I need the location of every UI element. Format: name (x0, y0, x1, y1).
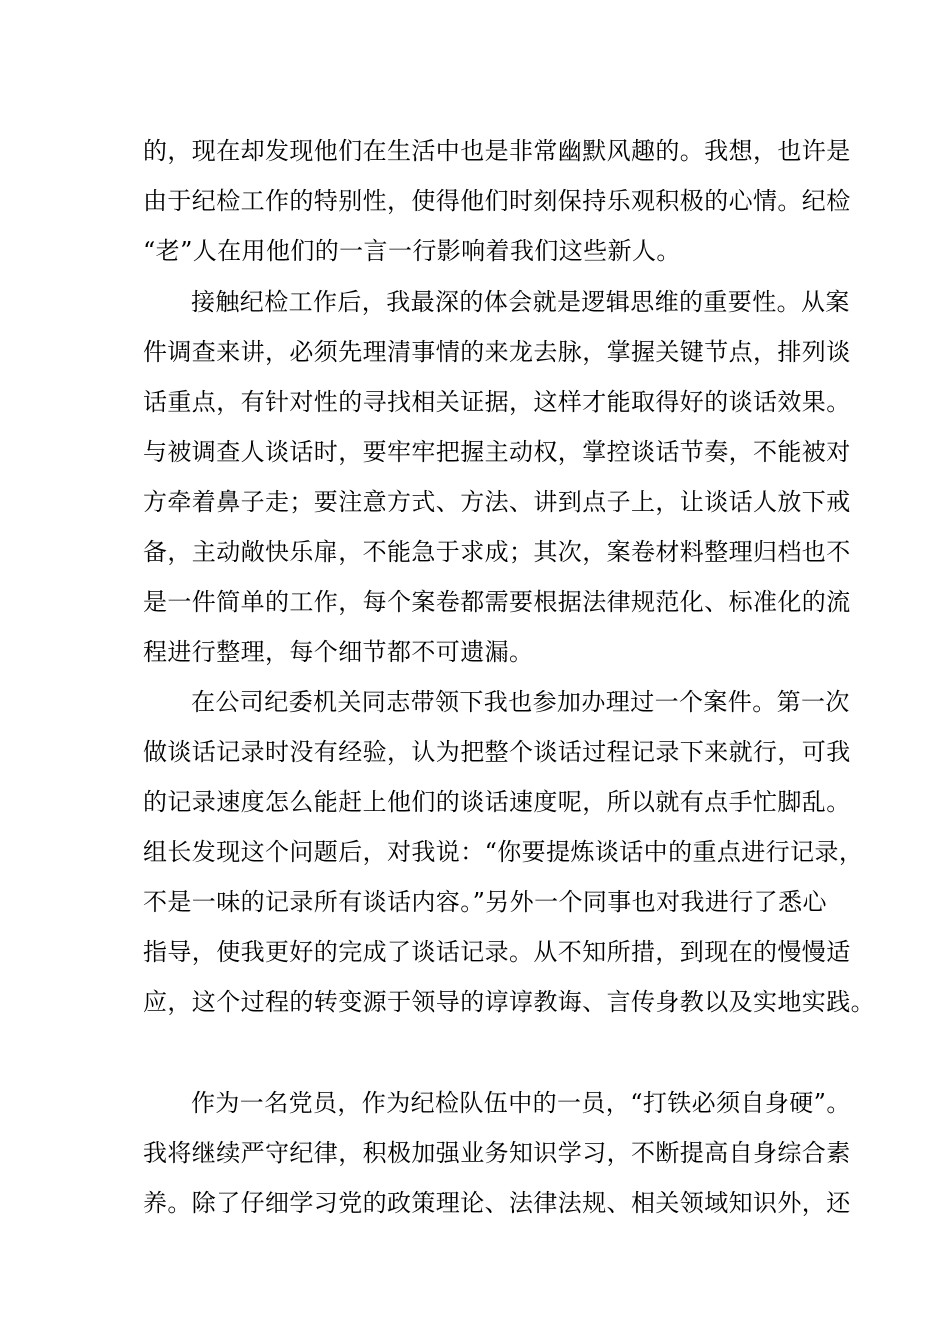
text-line: 的记录速度怎么能赶上他们的谈话速度呢，所以就有点手忙脚乱。 (143, 788, 851, 816)
text-line: 做谈话记录时没有经验，认为把整个谈话过程记录下来就行，可我 (143, 738, 851, 766)
text-line: 方牵着鼻子走；要注意方式、方法、讲到点子上，让谈话人放下戒 (143, 488, 851, 516)
text-line: 件调查来讲，必须先理清事情的来龙去脉，掌握关键节点，排列谈 (143, 338, 851, 366)
text-line: 不是一味的记录所有谈话内容。”另外一个同事也对我进行了悉心 (143, 888, 827, 916)
text-line: 养。除了仔细学习党的政策理论、法律法规、相关领域知识外，还 (143, 1189, 851, 1217)
text-line: 话重点，有针对性的寻找相关证据，这样才能取得好的谈话效果。 (143, 388, 851, 416)
text-line: 备，主动敞快乐扉，不能急于求成；其次，案卷材料整理归档也不 (143, 538, 851, 566)
text-line: 与被调查人谈话时，要牢牢把握主动权，掌控谈话节奏，不能被对 (143, 438, 851, 466)
text-line: 组长发现这个问题后，对我说：“你要提炼谈话中的重点进行记录， (143, 838, 864, 866)
paragraph-first-line: 接触纪检工作后，我最深的体会就是逻辑思维的重要性。从案 (191, 288, 850, 316)
text-line: 我将继续严守纪律，积极加强业务知识学习，不断提高自身综合素 (143, 1139, 851, 1167)
text-line: 指导，使我更好的完成了谈话记录。从不知所措，到现在的慢慢适 (143, 938, 851, 966)
text-line: 由于纪检工作的特别性，使得他们时刻保持乐观积极的心情。纪检 (143, 187, 851, 215)
text-line: 的，现在却发现他们在生活中也是非常幽默风趣的。我想，也许是 (143, 137, 851, 165)
text-line: 是一件简单的工作，每个案卷都需要根据法律规范化、标准化的流 (143, 588, 851, 616)
text-line: 程进行整理，每个细节都不可遗漏。 (143, 638, 534, 666)
text-line: 应，这个过程的转变源于领导的谆谆教诲、言传身教以及实地实践。 (143, 988, 875, 1016)
paragraph-first-line: 在公司纪委机关同志带领下我也参加办理过一个案件。第一次 (191, 688, 850, 716)
paragraph-first-line: 作为一名党员，作为纪检队伍中的一员，“打铁必须自身硬”。 (191, 1089, 851, 1117)
text-line: “老”人在用他们的一言一行影响着我们这些新人。 (143, 237, 681, 265)
